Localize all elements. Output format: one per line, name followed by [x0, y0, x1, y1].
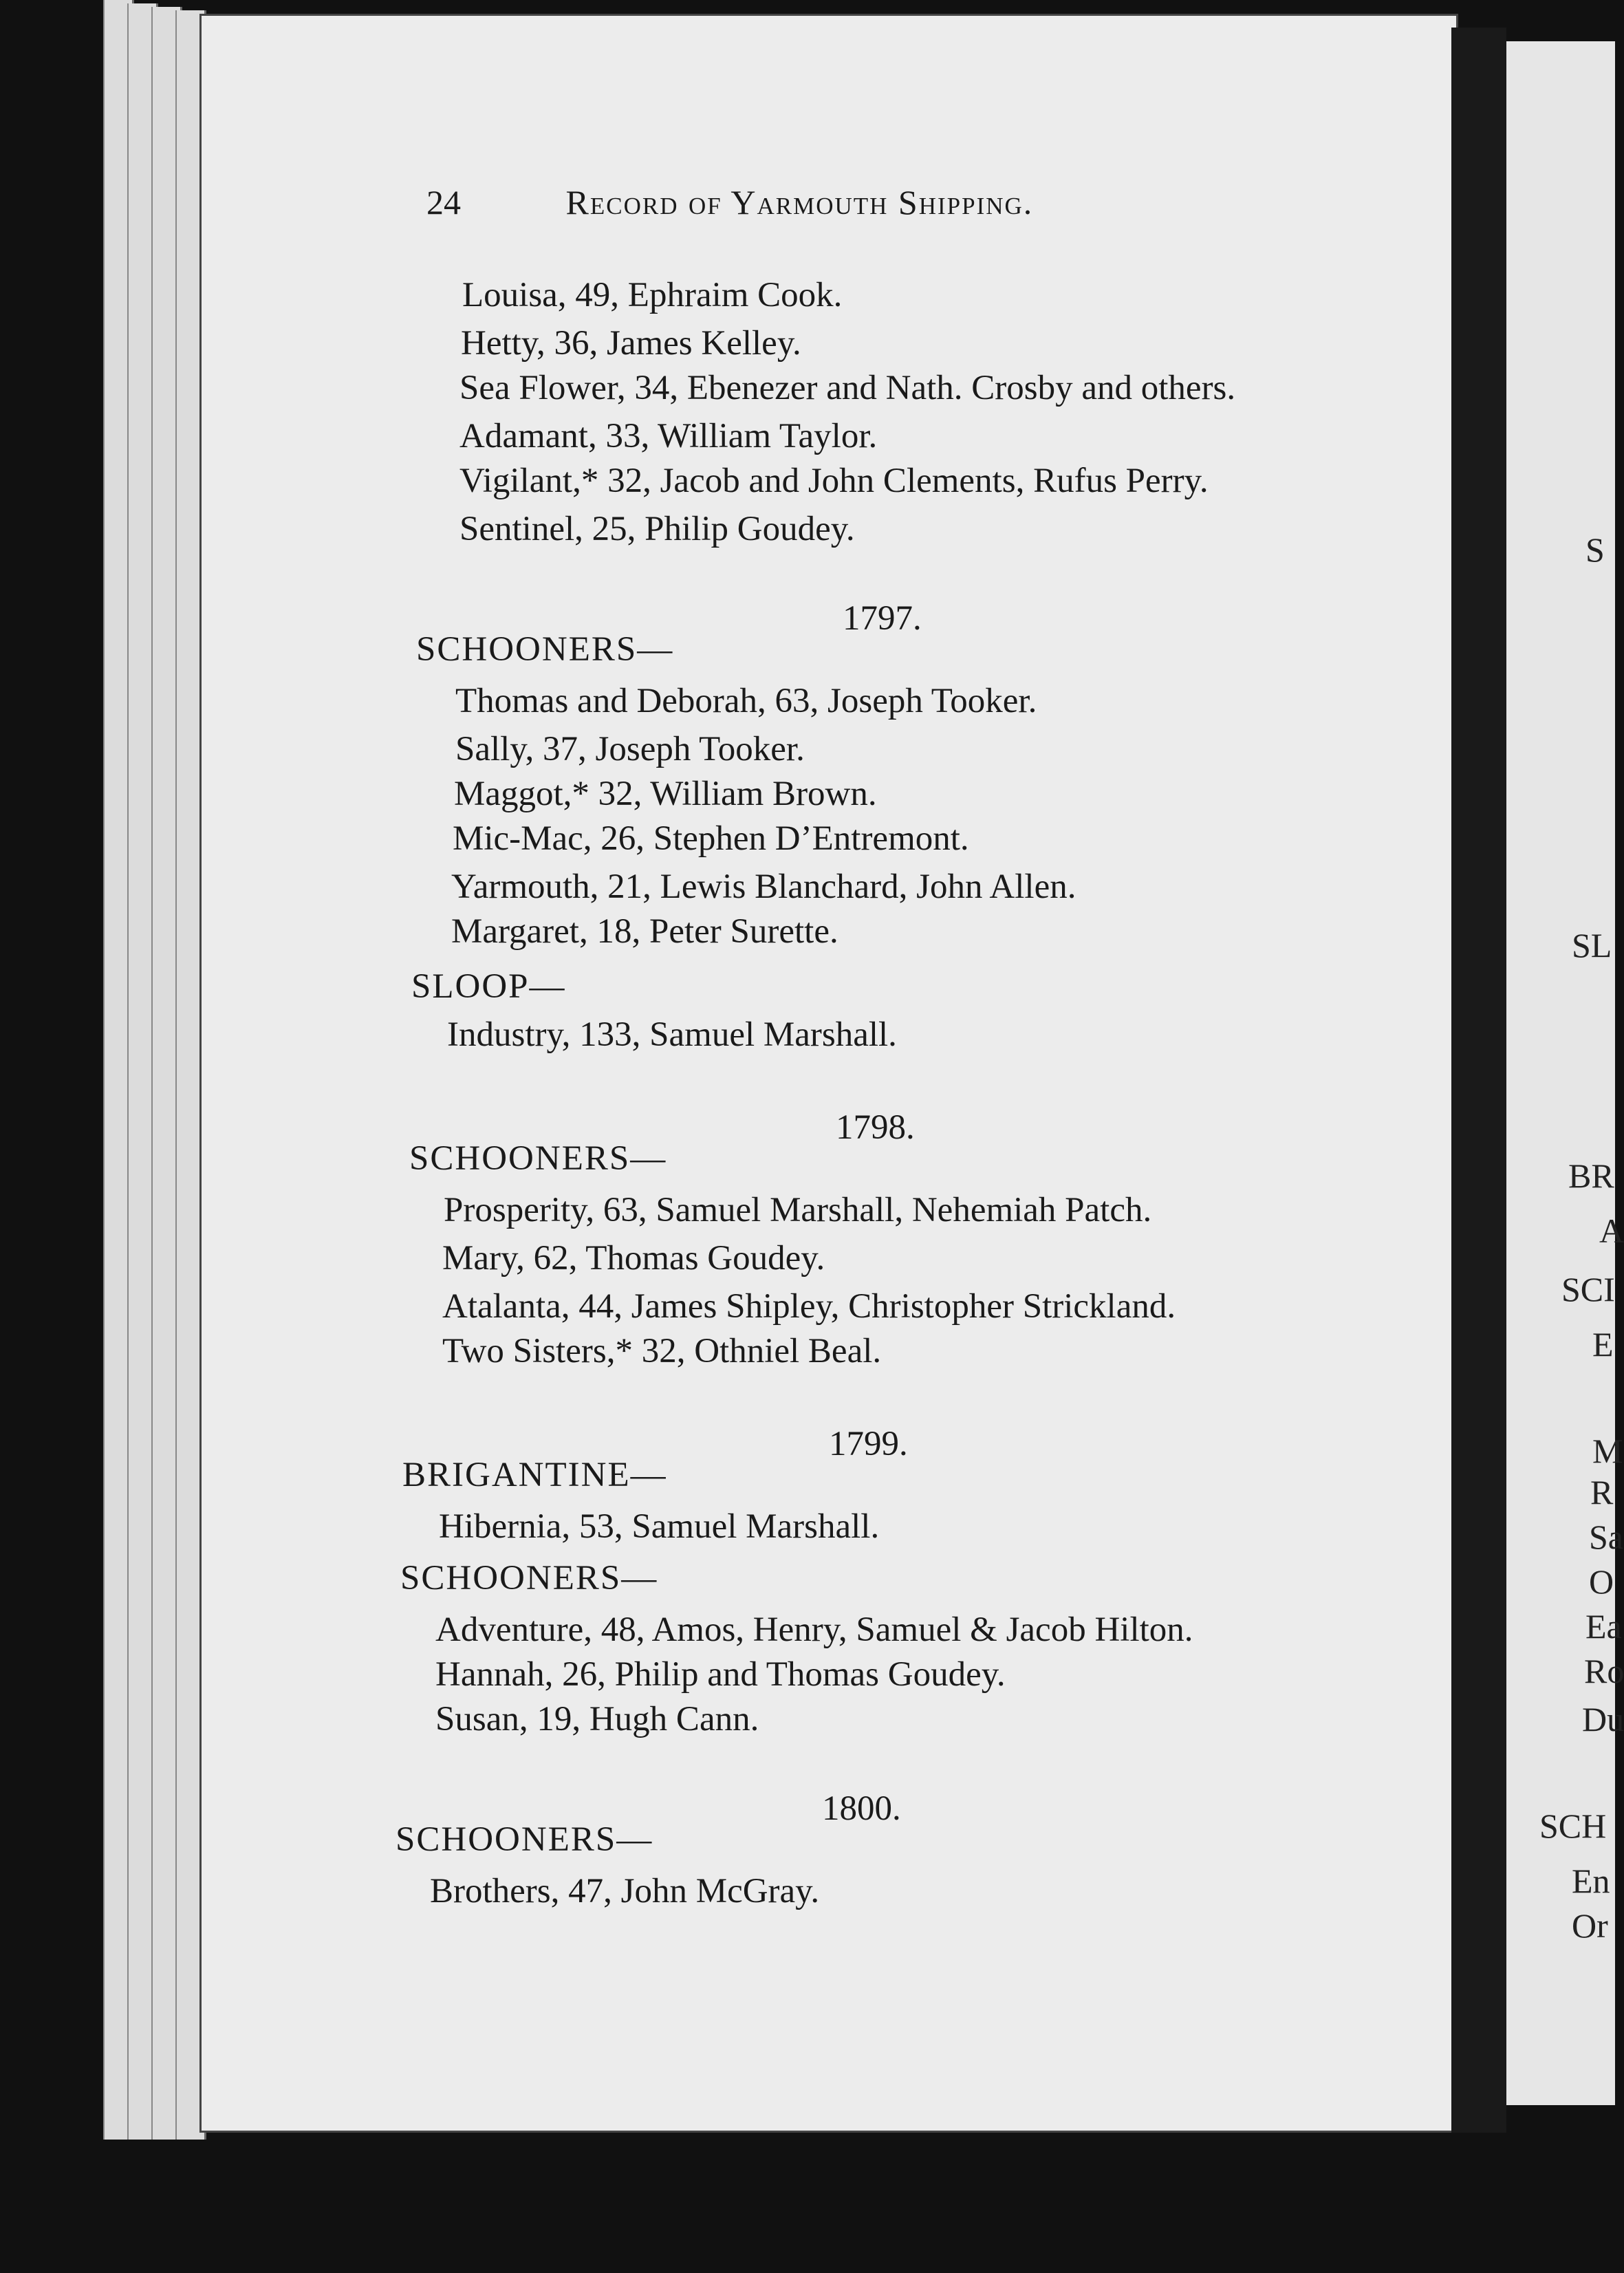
register-entry: Yarmouth, 21, Lewis Blanchard, John Allen.	[451, 868, 1076, 906]
register-entry: Industry, 133, Samuel Marshall.	[447, 1015, 897, 1054]
facing-page-fragment: S	[1585, 530, 1605, 569]
gutter-shadow	[1451, 28, 1506, 2133]
register-entry: Sentinel, 25, Philip Goudey.	[459, 510, 855, 548]
register-entry: Hetty, 36, James Kelley.	[461, 324, 801, 363]
register-entry: Prosperity, 63, Samuel Marshall, Nehemiah Patch.	[444, 1191, 1152, 1229]
register-entry: Hibernia, 53, Samuel Marshall.	[439, 1507, 880, 1546]
facing-page-fragment: A	[1599, 1211, 1624, 1250]
vessel-category: SCHOONERS—	[409, 1139, 667, 1178]
facing-page-fragment: Or	[1572, 1906, 1608, 1945]
register-entry: Mary, 62, Thomas Goudey.	[442, 1239, 825, 1278]
year-heading: 1799.	[829, 1425, 908, 1463]
facing-page-fragment: BR	[1568, 1156, 1614, 1195]
register-entry: Vigilant,* 32, Jacob and John Clements, Rufus Perry.	[459, 462, 1209, 500]
vessel-category: BRIGANTINE—	[402, 1456, 667, 1494]
facing-page-fragment: O	[1589, 1562, 1614, 1601]
page-number: 24	[426, 183, 461, 222]
register-entry: Susan, 19, Hugh Cann.	[435, 1700, 759, 1738]
register-entry: Louisa, 49, Ephraim Cook.	[462, 276, 843, 314]
vessel-category: SCHOONERS—	[396, 1820, 653, 1859]
register-entry: Thomas and Deborah, 63, Joseph Tooker.	[455, 682, 1037, 720]
year-heading: 1800.	[822, 1789, 901, 1828]
register-entry: Atalanta, 44, James Shipley, Christopher Strickland.	[442, 1287, 1176, 1326]
vessel-category: SLOOP—	[411, 967, 566, 1006]
facing-page-fragment: Ea	[1585, 1607, 1622, 1646]
register-entry: Sally, 37, Joseph Tooker.	[455, 730, 805, 768]
facing-page-fragment: En	[1572, 1862, 1610, 1900]
register-entry: Sea Flower, 34, Ebenezer and Nath. Crosby and others.	[459, 369, 1236, 407]
facing-page-fragment: R	[1590, 1473, 1614, 1511]
register-entry: Adventure, 48, Amos, Henry, Samuel & Jacob Hilton.	[435, 1611, 1193, 1649]
page-header	[426, 182, 1033, 222]
year-heading: 1798.	[836, 1108, 915, 1147]
facing-page-fragment: SL	[1572, 926, 1612, 965]
register-entry: Adamant, 33, William Taylor.	[459, 417, 878, 455]
register-entry: Two Sisters,* 32, Othniel Beal.	[442, 1332, 882, 1370]
vessel-category: SCHOONERS—	[400, 1559, 658, 1597]
running-title: Record of Yarmouth Shipping.	[565, 183, 1034, 222]
register-entry: Mic-Mac, 26, Stephen D’Entremont.	[453, 819, 969, 858]
facing-page-fragment: Sa	[1589, 1518, 1623, 1556]
facing-page-fragment: Du	[1582, 1700, 1624, 1738]
register-entry: Hannah, 26, Philip and Thomas Goudey.	[435, 1655, 1006, 1694]
register-entry: Brothers, 47, John McGray.	[430, 1872, 820, 1910]
register-entry: Maggot,* 32, William Brown.	[454, 775, 877, 813]
facing-page-fragment: SCI	[1561, 1270, 1615, 1308]
facing-page-fragment: M	[1592, 1432, 1623, 1470]
facing-page-fragment: SCH	[1539, 1807, 1607, 1845]
facing-page-fragment: Ro	[1584, 1652, 1624, 1690]
year-heading: 1797.	[843, 599, 922, 638]
vessel-category: SCHOONERS—	[416, 630, 674, 669]
register-entry: Margaret, 18, Peter Surette.	[451, 912, 838, 951]
facing-page	[1506, 41, 1615, 2105]
facing-page-fragment: E	[1592, 1325, 1614, 1364]
